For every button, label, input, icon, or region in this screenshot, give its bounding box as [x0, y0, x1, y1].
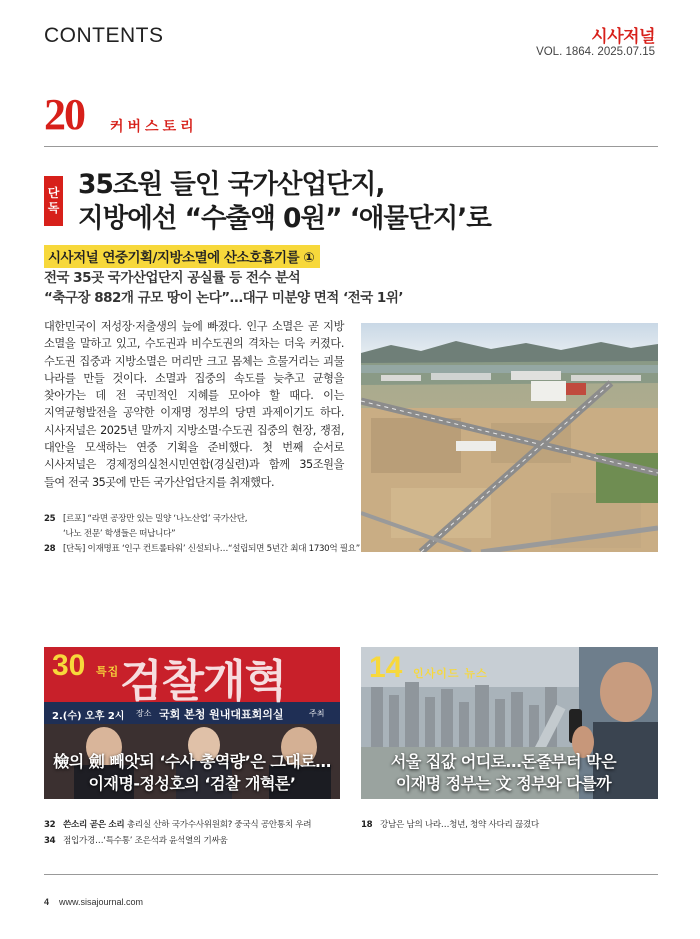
- banner-venue: 국회 본청 원내대표회의실: [159, 708, 284, 721]
- toc-item[interactable]: [361, 818, 539, 830]
- headline-line: 35조원 들인 국가산업단지,: [78, 169, 385, 200]
- cover-story-page-number: 20: [44, 90, 84, 139]
- toc-page: 32: [44, 820, 56, 830]
- toc-item[interactable]: [44, 512, 247, 524]
- toc-title: 총리실 산하 국가수사위원회? 중국식 공안통치 우려: [124, 820, 312, 830]
- toc-page: 18: [361, 820, 373, 830]
- divider: [44, 874, 658, 875]
- cover-story-section-name: 커버스토리: [110, 119, 198, 135]
- series-label: 시사저널 연중기획/지방소멸에 산소호흡기를 ①: [44, 245, 320, 268]
- footer: [44, 897, 143, 907]
- footer-page-number: 4: [44, 897, 50, 907]
- title-line: 이재명-정성호의 ‘검찰 개혁론’: [88, 774, 296, 793]
- feature-left-page-number: 30: [52, 649, 86, 682]
- toc-title: 점입가경…‘특수통’ 조은석과 윤석열의 기싸움: [63, 836, 228, 846]
- banner-sign-text: 검찰개혁: [120, 656, 287, 707]
- toc-page: 34: [44, 836, 56, 846]
- subhead-line: 전국 35곳 국가산업단지 공실률 등 전수 분석: [44, 270, 301, 286]
- toc-page: 28: [44, 544, 56, 554]
- banner-host-label: 주최: [309, 709, 325, 718]
- seoul-housing-photo[interactable]: [361, 647, 658, 799]
- toc-item[interactable]: [44, 542, 360, 554]
- headline-line: 지방에선 “수출액 0원” ‘애물단지’로: [78, 203, 491, 234]
- toc-page: 25: [44, 514, 56, 524]
- feature-right-title: [361, 751, 646, 795]
- badge-char: 단: [47, 186, 60, 200]
- aerial-photo-illustration: [361, 323, 658, 552]
- footer-url[interactable]: www.sisajournal.com: [59, 897, 144, 907]
- feature-left-title: [44, 751, 340, 795]
- toc-title: [르포] “라면 공장만 있는 밀양 ‘나노산업’ 국가산단,: [63, 514, 248, 524]
- feature-right-page-number: 14: [369, 651, 403, 684]
- toc-item-continued[interactable]: [63, 527, 175, 539]
- volume-info: VOL. 1864. 2025.07.15: [536, 46, 655, 58]
- divider: [44, 146, 658, 147]
- subhead-line: “축구장 882개 규모 땅이 논다”…대구 미분양 면적 ‘전국 1위’: [44, 290, 403, 306]
- title-line: 서울 집값 어디로…돈줄부터 막은: [390, 752, 617, 771]
- toc-item[interactable]: [44, 818, 311, 830]
- toc-title: [단독] 이재명표 ‘인구 컨트롤타워’ 신설되나…“설립되면 5년간 최대 1730억 필요”: [63, 544, 360, 554]
- badge-char: 독: [47, 201, 60, 215]
- feature-right-tag: 인사이드 뉴스: [413, 667, 488, 680]
- toc-item[interactable]: [44, 834, 227, 846]
- banner-place-label: 장소: [136, 709, 152, 718]
- column-name: 쓴소리 곧은 소리: [63, 820, 125, 830]
- prosecution-reform-photo[interactable]: [44, 647, 340, 799]
- feature-left-tag: 특집: [96, 665, 120, 678]
- exclusive-badge: [44, 176, 63, 226]
- industrial-complex-aerial-photo[interactable]: [361, 323, 658, 552]
- brand-logo[interactable]: 시사저널: [591, 27, 655, 47]
- title-line: 檢의 劍 빼앗되 ‘수사 총역량’은 그대로…: [53, 752, 331, 771]
- title-line: 이재명 정부는 文 정부와 다를까: [395, 774, 612, 793]
- cover-story-body: 대한민국이 저성장·저출생의 늪에 빠졌다. 인구 소멸은 곧 지방 소멸을 말하고 있고, 수도권과 비수도권의 격차는 더욱 커졌다. 수도권 집중과 지방소멸은 머리만 크고 몸체는 흐물거리는 괴물 나라를 만들 것이다. 소멸과 집중의 속도를 늦추고 균형을 찾아가는 데 전 국민적인 지혜를 모아야 할 때다. 이는 지역균형발전을 공약한 이재명 정부의 당면 과제이기도 하다. 시사저널은 2025년 말까지 지방소멸·수도권 집중의 현장, 쟁점, 대안을 모색하는 연중 기획을 준비했다. 첫 번째 순서로 시사저널은 경제정의실천시민연합(경실련)과 함께 35조원을 들여 전국 35곳에 만든 국가산업단지를 취재했다.: [44, 320, 344, 489]
- contents-label: CONTENTS: [44, 24, 164, 47]
- cover-headline[interactable]: [78, 168, 491, 236]
- toc-title: ‘나노 전문’ 학생들은 떠납니다”: [63, 529, 176, 539]
- banner-date: 2.(수) 오후 2시: [52, 711, 125, 722]
- toc-title: 강남은 남의 나라…청년, 청약 사다리 끊겼다: [380, 820, 539, 830]
- cover-subhead: [44, 268, 403, 308]
